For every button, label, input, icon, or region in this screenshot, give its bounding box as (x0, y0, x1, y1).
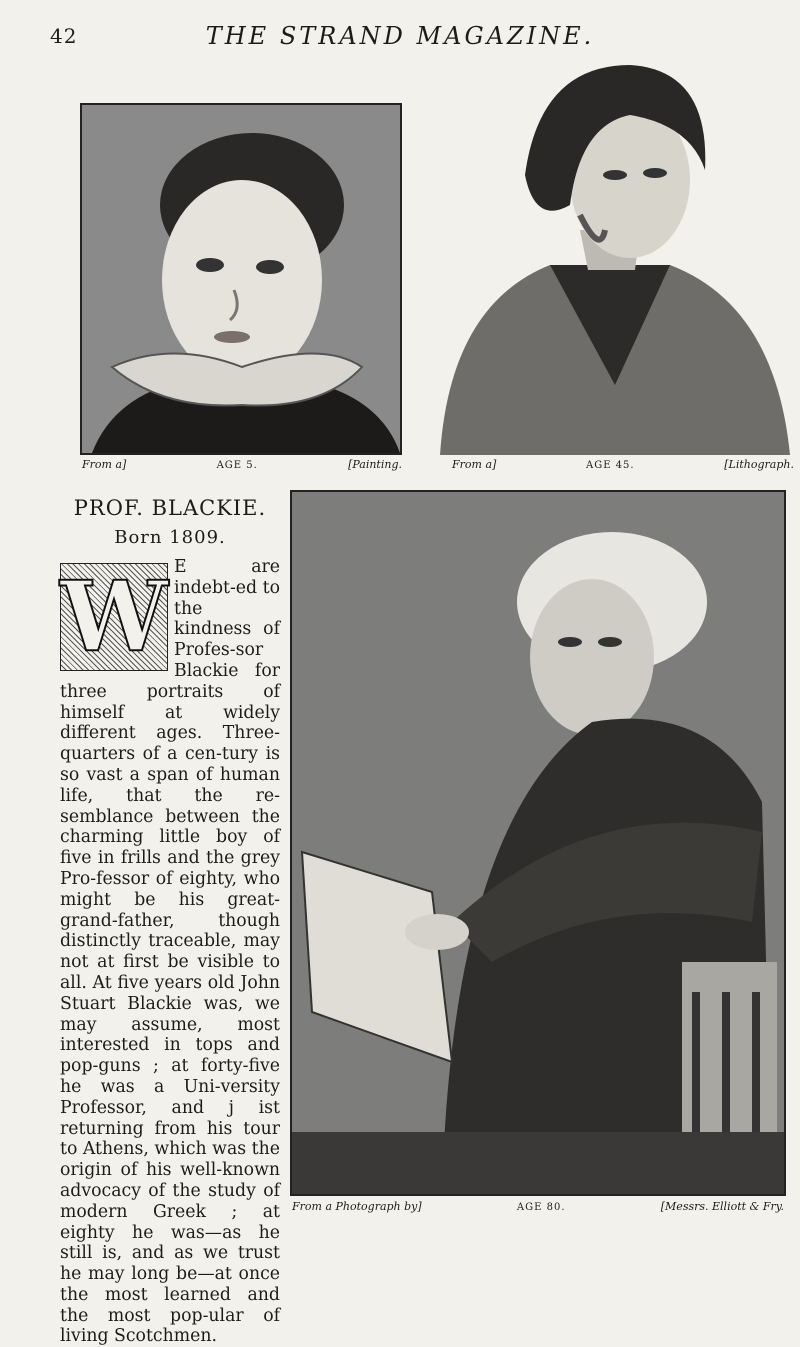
caption-age45-source: [Lithograph. (724, 458, 794, 471)
portrait-age45-image (430, 55, 790, 455)
caption-age45-age: AGE 45. (585, 460, 635, 471)
drop-cap-ornament (60, 560, 168, 673)
drop-cap-letter: W (60, 560, 168, 673)
page-number: 42 (50, 24, 78, 48)
caption-age80-age: AGE 80. (516, 1202, 566, 1213)
article-title: PROF. BLACKIE. (73, 496, 267, 520)
caption-age45-from: From a] (452, 458, 497, 471)
caption-child-age: AGE 5. (216, 460, 258, 471)
article-body (60, 557, 280, 1347)
caption-child-source: [Painting. (348, 458, 402, 471)
caption-child (82, 458, 402, 471)
caption-child-from: From a] (82, 458, 127, 471)
article-subtitle: Born 1809. (114, 527, 226, 548)
portrait-child-image (80, 103, 402, 455)
article-text: E are indebt-ed to the kindness of Profes-sor Blackie for three portraits of himself at widely different ages. Three-quarters of a cen-tury is so vast a span of human life, that the re-semblance between the charming little boy of five in frills and the grey Pro-fessor of eighty, who might be his great-grand-father, though distinctly traceable, may not at first be visible to all. At five years old John Stuart Blackie was, we may assume, most interested in tops and pop-guns ; at forty-five he was a Uni-versity Professor, and j ist returning from his tour to Athens, which was the origin of his well-known advocacy of the study of modern Greek ; at eighty he was—as he still is, and as we trust he may long be—at once the most learned and the most pop-ular of living Scotchmen. (60, 557, 280, 1347)
caption-age45 (452, 458, 794, 471)
caption-age80-source: [Messrs. Elliott & Fry. (660, 1200, 784, 1213)
portrait-age80-image (290, 490, 786, 1196)
running-title: THE STRAND MAGAZINE. (205, 22, 595, 50)
caption-age80-from: From a Photograph by] (292, 1200, 422, 1213)
caption-age80 (292, 1200, 784, 1213)
